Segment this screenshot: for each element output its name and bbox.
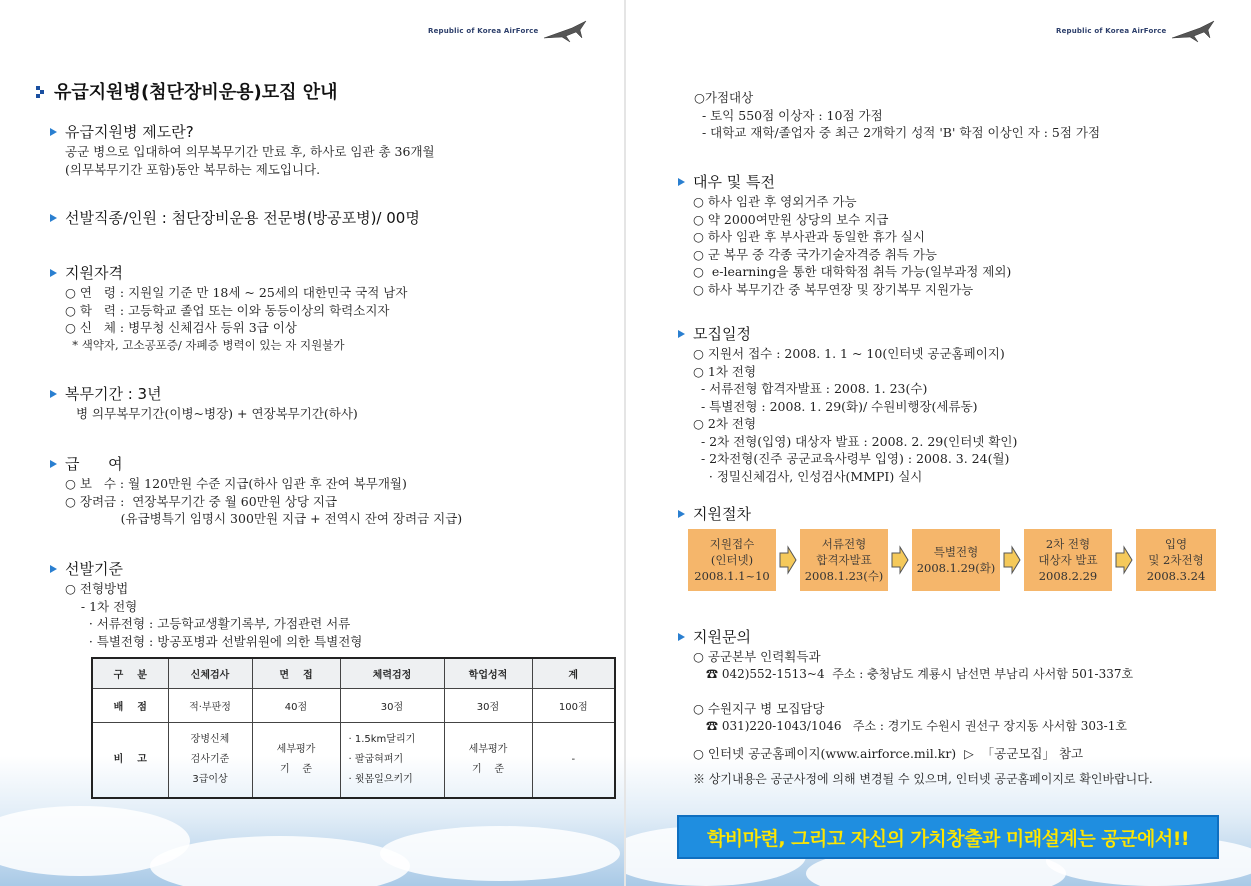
table-header-row: 구 분 신체검사 면 접 체력검정 학업성적 계 (92, 658, 615, 688)
section-procedure: 지원절차 (678, 503, 751, 524)
airforce-logo: Republic of Korea AirForce (428, 18, 588, 44)
arrow-right-icon (888, 543, 912, 577)
score-table (91, 657, 616, 799)
flow-step: 입영 및 2차전형 2008.3.24 (1136, 529, 1216, 591)
section-selection: 선발기준 ○ 전형방법 - 1차 전형 · 서류전형 : 고등학교생활기록부, 가점관련 서류 · 특별전형 : 방공포병과 선발위원에 의한 특별전형 (50, 558, 362, 650)
table-row: 비 고 장병신체 검사기준 3급이상 세부평가 기 준 · 1.5km달리기 · 팔굽혀펴기 · 윗몸일으키기 세부평가 기 준 - (92, 722, 615, 798)
triangle-bullet-icon (50, 214, 57, 222)
triangle-bullet-icon (678, 510, 685, 518)
arrow-right-icon (1000, 543, 1024, 577)
section-benefits: 대우 및 특전 ○ 하사 임관 후 영외거주 가능 ○ 약 2000여만원 상당의 보수 지급 ○ 하사 임관 후 부사관과 동일한 휴가 실시 ○ 군 복무 중 각종 국가기술자격증 취득 가능 ○ e-learning을 통한 대학학점 취득 가능(일부과정 제외) ○ 하사 복무기간 중 복무연장 및 장기복무 지원가능 (678, 171, 1011, 298)
page-title: 유급지원병(첨단장비운용)모집 안내 (36, 78, 338, 104)
table-row: 배 점 적·부판정 40점 30점 30점 100점 (92, 688, 615, 722)
triangle-bullet-icon (678, 178, 685, 186)
jet-icon (542, 18, 588, 44)
triangle-bullet-icon (50, 128, 57, 136)
flow-step: 특별전형 2008.1.29(화) (912, 529, 1000, 591)
slogan-banner: 학비마련, 그리고 자신의 가치창출과 미래설계는 공군에서!! (677, 815, 1219, 859)
section-schedule: 모집일정 ○ 지원서 접수 : 2008. 1. 1 ~ 10(인터넷 공군홈페이지) ○ 1차 전형 - 서류전형 합격자발표 : 2008. 1. 23(수) - 특별전형 : 2008. 1. 29(화)/ 수원비행장(세류동) ○ 2차 전형 - 2차 전형(입영) 대상자 발표 : 2008. 2. 29(인터넷 확인) - 2차전형(진주 공군교육사령부 입영) : 2008. 3. 24(월) · 정밀신체검사, 인성검사(MMPI) 실시 (678, 323, 1017, 485)
triangle-bullet-icon (678, 330, 685, 338)
procedure-flow (688, 529, 1216, 591)
triangle-bullet-icon (50, 269, 57, 277)
airforce-logo: Republic of Korea AirForce (1056, 18, 1216, 44)
section-intro: 유급지원병 제도란? 공군 병으로 입대하여 의무복무기간 만료 후, 하사로 임관 총 36개월 (의무복무기간 포함)동안 복무하는 제도입니다. (50, 121, 435, 178)
section-salary: 급 여 ○ 보 수 : 월 120만원 수준 지급(하사 임관 후 잔여 복무개월) ○ 장려금 : 연장복무기간 중 월 60만원 상당 지급 (유급병특기 임명시 300만원 지급 + 전역시 잔여 장려금 지급) (50, 453, 462, 528)
triangle-bullet-icon (50, 460, 57, 468)
flow-step: 지원접수 (인터넷) 2008.1.1~10 (688, 529, 776, 591)
triangle-bullet-icon (50, 390, 57, 398)
triangle-bullet-icon (50, 565, 57, 573)
section-qualification: 지원자격 ○ 연 령 : 지원일 기준 만 18세 ~ 25세의 대한민국 국적 남자 ○ 학 력 : 고등학교 졸업 또는 이와 동등이상의 학력소지자 ○ 신 체 : 병무청 신체검사 등위 3급 이상 * 색약자, 고소공포증/ 자폐증 병력이 있는 자 지원불가 (50, 262, 407, 354)
section-contact: 지원문의 ○ 공군본부 인력획득과 ☎ 042)552-1513~4 주소 : 충청남도 계룡시 남선면 부남리 사서함 501-337호 ○ 수원지구 병 모집담당 ☎ 031)220-1043/1046 주소 : 경기도 수원시 권선구 장지동 사서함 303-1호 ○ 인터넷 공군홈페이지(www.airforce.mil.kr) ▷ 「공군모집」 참고 ※ 상기내용은 공군사정에 의해 변경될 수 있으며, 인터넷 공군홈페이지로 확인바랍니다. (678, 626, 1153, 788)
arrow-right-icon (1112, 543, 1136, 577)
arrow-right-icon (776, 543, 800, 577)
triangle-bullet-icon (678, 633, 685, 641)
jet-icon (1170, 18, 1216, 44)
title-bullet-icon (36, 85, 46, 97)
section-service-period: 복무기간 : 3년 병 의무복무기간(이병~병장) + 연장복무기간(하사) (50, 383, 358, 423)
section-bonus-points: ○가점대상 - 토익 550점 이상자 : 10점 가점 - 대학교 재학/졸업자 중 최근 2개학기 성적 'B' 학점 이상인 자 : 5점 가점 (694, 90, 1101, 140)
flow-step: 서류전형 합격자발표 2008.1.23(수) (800, 529, 888, 591)
flow-step: 2차 전형 대상자 발표 2008.2.29 (1024, 529, 1112, 591)
section-position: 선발직종/인원 : 첨단장비운용 전문병(방공포병)/ 00명 (50, 207, 420, 228)
